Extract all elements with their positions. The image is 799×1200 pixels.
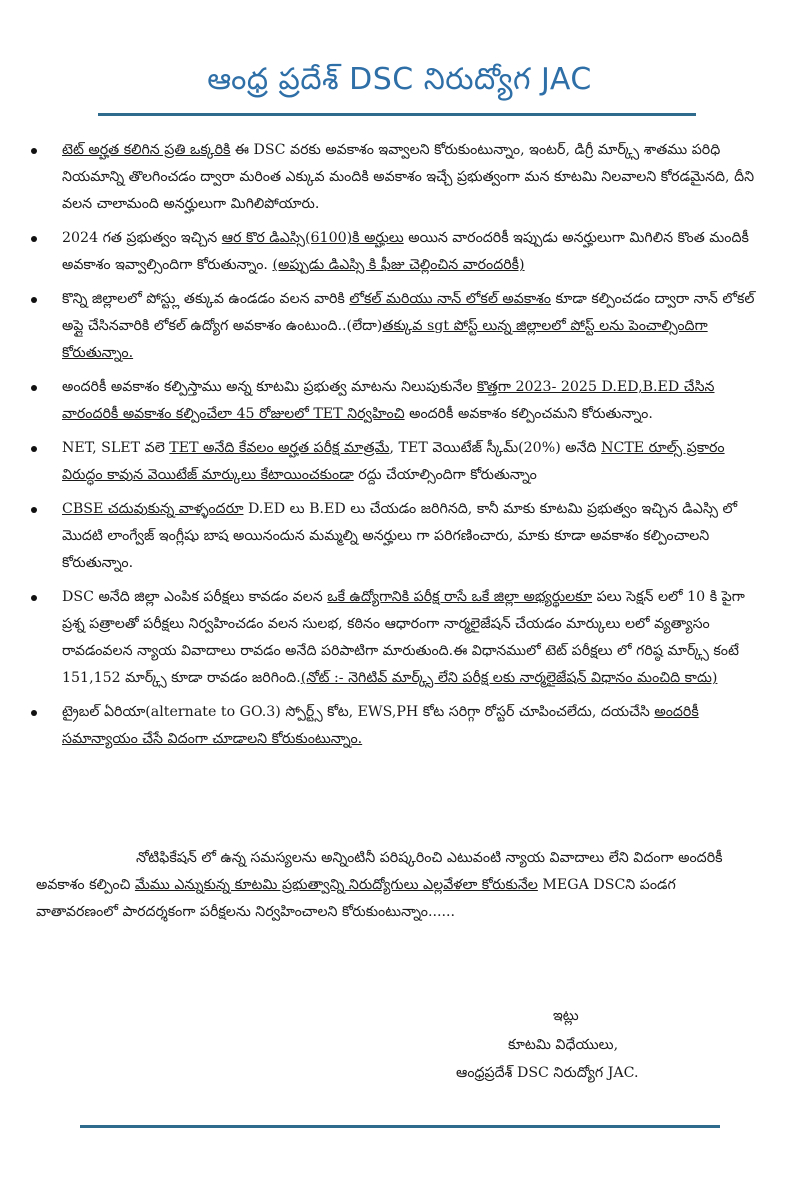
underlined-text: మేము ఎన్నుకున్న కూటమి ప్రభుత్వాన్ని నిరుద్యోగులు ఎల్లవేళలా కోరుకునేల — [134, 877, 538, 893]
bullet-icon — [31, 236, 37, 242]
body-text: అయిన వారందరికీ ఇప్పుడు అనర్హులుగా మిగిలిన కొంత మందికీ అవకాశం ఇవ్వాల్సిందిగా కోరుతున్నాం. — [62, 230, 749, 273]
underlined-text: ఆర కొర డిఎస్సి(6100)కి అర్హులు — [221, 230, 404, 246]
document-title: ఆంధ్ర ప్రదేశ్ DSC నిరుద్యోగ JAC — [207, 62, 592, 97]
underlined-text: లోకల్ మరియు నాన్ లోకల్ అవకాశం — [349, 291, 551, 307]
body-text: కొన్ని జిల్లాలలో పోస్ట్లు తక్కువ ఉండడం వలన వారికి — [62, 291, 350, 307]
body-text: D.ED లు B.ED లు చేయడం జరిగినది, కానీ మాకు కూటమి ప్రభుత్వం ఇచ్చిన డిఎస్సి లో మొదటి లాంగ్వేజ్ ఇంగ్లీషు బాష అయినందున మమ్మల్ని అనర్హులు గా పరిగణించారు, మాకు కూడా అవకాశం కల్పించాలని కోరుతున్నాం. — [62, 501, 738, 571]
bullet-icon — [31, 297, 37, 303]
underlined-text: TET అనేది కేవలం అర్హత పరీక్ష మాత్రమే — [169, 440, 390, 456]
underlined-text: (అప్పుడు డిఎస్సి కి ఫీజు చెల్లించిన వారందరికీ) — [272, 257, 525, 273]
body-text: , TET వెయిటేజ్ స్కీమ్(20%) అనేది — [389, 440, 602, 456]
footer-divider — [80, 1125, 720, 1128]
body-text: MEGA DSCని పండగ వాతావరణంలో పారదర్శకంగా పరీక్షలను నిర్వహించాలని కోరుకుంటున్నాం...... — [36, 877, 676, 920]
underlined-text: కొత్తగా 2023- 2025 D.ED,B.ED చేసిన వారందరికీ అవకాశం కల్పించేలా 45 రోజులలో TET నిర్వహించి — [62, 379, 715, 422]
body-text: అందరికీ అవకాశం కల్పిస్తాము అన్న కూటమి ప్రభుత్వ మాటను నిలుపుకునేల — [62, 379, 477, 395]
bullet-icon — [31, 710, 37, 716]
list-item — [0, 699, 799, 753]
closing-paragraph — [36, 845, 756, 926]
body-text: NET, SLET వలె — [62, 440, 170, 456]
bullet-icon — [31, 385, 37, 391]
underlined-text: ఒకే ఉద్యోగానికి పరీక్ష రాసే ఒకే జిల్లా అభ్యర్థులకూ — [327, 589, 593, 605]
body-text: 2024 గత ప్రభుత్వం ఇచ్చిన — [62, 230, 222, 246]
underlined-text: CBSE చదువుకున్న వాళ్ళందరూ — [62, 501, 244, 517]
underlined-text: (నోట్ :- నెగిటివ్ మార్క్స్ లేని పరీక్ష లకు నార్మలైజేషన్ విధానం మంచిది కాదు) — [300, 670, 718, 686]
underlined-text: NCTE రూల్స్ ప్రకారం విరుద్ధం కావున వెయిటేజ్ మార్కులు కేటాయించకుండా — [62, 440, 725, 483]
body-text: అందరికీ అవకాశం కల్పించమని కోరుతున్నాం. — [404, 406, 653, 422]
bullet-icon — [31, 148, 37, 154]
list-item — [0, 286, 799, 367]
signature-line-1: ఇట్లు — [553, 1008, 579, 1024]
underlined-text: అందరికీ సమాన్యాయం చేసే విదంగా చూడాలని కోరుకుంటున్నాం. — [62, 704, 699, 747]
body-text: నోటిఫికేషన్ లో ఉన్న సమస్యలను అన్నింటినీ పరిష్కరించి ఎటువంటి న్యాయ వివాదాలు లేని విదంగా అందరికీ అవకాశం కల్పించి — [36, 850, 723, 893]
body-text: కూడా కల్పించడం ద్వారా నాన్ లోకల్ అప్లై చేసినవారికి లోకల్ ఉద్యోగ అవకాశం ఉంటుంది..(లేదా) — [62, 291, 755, 334]
title-divider — [98, 113, 696, 116]
list-item — [0, 584, 799, 692]
list-item — [0, 496, 799, 577]
bullet-icon — [31, 446, 37, 452]
list-item — [0, 374, 799, 428]
list-item — [0, 137, 799, 218]
signature-line-2: కూటమి విధేయులు, — [508, 1037, 619, 1053]
body-text: పలు సెక్షన్ లలో 10 కి పైగా ప్రశ్న పత్రాలతో పరీక్షలు నిర్వహించడం వలన సులభ, కఠినం ఆధారంగా నార్మలైజేషన్ చేయడం మార్కులు లలో వ్యత్యాసం రావడంవలన న్యాయ వివాదాలు రావడం అనేది పరిపాటిగా మారుతుంది.ఈ విధానములో టెట్ పరీక్షలు లో గరిష్ఠ మార్క్స్ కంటే 151,152 మార్క్స్ కూడా రావడం జరిగింది. — [62, 589, 745, 686]
body-text: ట్రైబల్ ఏరియా(alternate to GO.3) స్పోర్ట్స్ కోట, EWS,PH కోట సరిగ్గా రోస్టర్ చూపించలేదు, దయచేసి — [62, 704, 655, 720]
body-text: DSC అనేది జిల్లా ఎంపిక పరీక్షలు కావడం వలన — [62, 589, 328, 605]
list-item — [0, 225, 799, 279]
body-text: ఈ DSC వరకు అవకాశం ఇవ్వాలని కోరుకుంటున్నాం, ఇంటర్, డిగ్రీ మార్క్స్ శాతము పరిధి నియమాన్ని తొలగించడం ద్వారా మరింత ఎక్కువ మందికి అవకాశం ఇచ్చే ప్రభుత్వంగా మన కూటమి నిలవాలని కోరడమైనది, దీని వలన చాలామంది అనర్హులుగా మిగిలిపోయారు. — [62, 142, 755, 212]
underlined-text: టెట్ అర్హత కలిగిన ప్రతి ఒక్కరికి — [62, 142, 231, 158]
list-item — [0, 435, 799, 489]
bullet-icon — [31, 507, 37, 513]
bullet-icon — [31, 595, 37, 601]
body-text: రద్దు చేయాల్సిందిగా కోరుతున్నాం — [353, 467, 537, 483]
underlined-text: తక్కువ sgt పోస్ట్ లున్న జిల్లాలలో పోస్ట్ లను పెంచాల్సిందిగా కోరుతున్నాం. — [62, 318, 708, 361]
signature-line-3: ఆంధ్రప్రదేశ్ DSC నిరుద్యోగ JAC. — [456, 1065, 639, 1081]
demands-list — [0, 137, 799, 760]
